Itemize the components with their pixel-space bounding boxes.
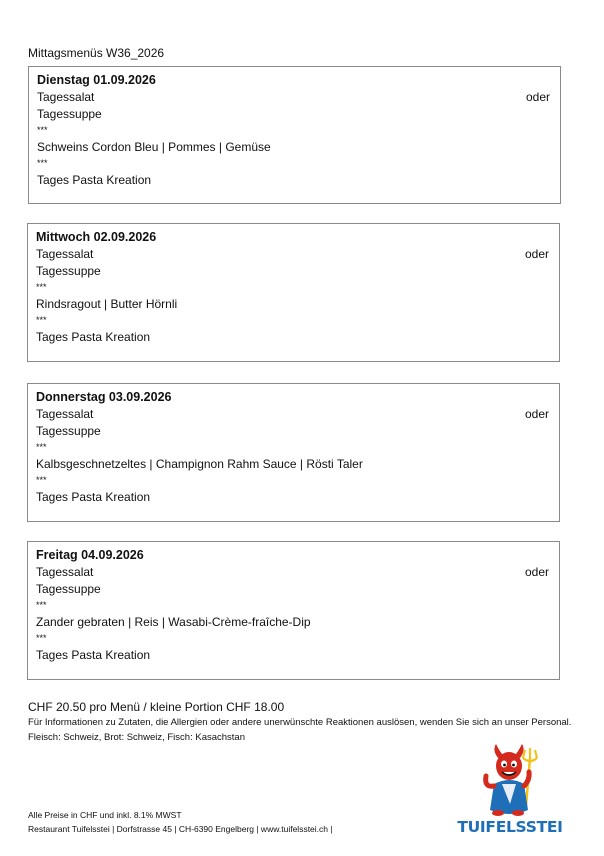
- pasta-dish: Tages Pasta Kreation: [36, 329, 151, 344]
- logo-text: TUIFELSSTEI: [457, 818, 563, 836]
- salad-label: Tagessalat: [36, 407, 94, 421]
- day-card-thursday: [27, 383, 560, 522]
- separator: ***: [37, 125, 48, 135]
- pasta-dish: Tages Pasta Kreation: [36, 647, 151, 662]
- separator: ***: [36, 633, 47, 643]
- salad-row: [36, 406, 549, 423]
- day-title: Dienstag 01.09.2026: [37, 73, 156, 87]
- soup-label: Tagessuppe: [37, 106, 102, 121]
- devil-mascot-icon: [478, 744, 542, 818]
- separator: ***: [36, 282, 47, 292]
- main-dish: Schweins Cordon Bleu | Pommes | Gemüse: [37, 139, 271, 154]
- separator: ***: [36, 600, 47, 610]
- day-card-wednesday: [27, 223, 560, 362]
- oder-label: oder: [524, 247, 549, 261]
- separator: ***: [36, 475, 47, 485]
- footer: [28, 808, 333, 836]
- separator: ***: [37, 158, 48, 168]
- main-dish: Rindsragout | Butter Hörnli: [36, 296, 178, 311]
- main-dish: Zander gebraten | Reis | Wasabi-Crème-fraîche-Dip: [36, 614, 311, 629]
- day-title: Freitag 04.09.2026: [36, 548, 144, 562]
- salad-row: [37, 89, 550, 106]
- salad-row: [36, 564, 549, 581]
- day-card-tuesday: [28, 66, 561, 204]
- separator: ***: [36, 315, 47, 325]
- day-title: Donnerstag 03.09.2026: [36, 390, 172, 404]
- oder-label: oder: [525, 90, 550, 104]
- day-card-friday: [27, 541, 560, 680]
- pasta-dish: Tages Pasta Kreation: [36, 489, 151, 504]
- restaurant-logo: [452, 744, 568, 840]
- page-title: Mittagsmenüs W36_2026: [28, 46, 165, 60]
- footer-address: Restaurant Tuifelsstei | Dorfstrasse 45 | CH-6390 Engelberg | www.tuifelsstei.ch |: [28, 824, 333, 834]
- oder-label: oder: [524, 407, 549, 421]
- soup-label: Tagessuppe: [36, 423, 101, 438]
- main-dish: Kalbsgeschnetzeltes | Champignon Rahm Sauce | Rösti Taler: [36, 456, 363, 471]
- day-title: Mittwoch 02.09.2026: [36, 230, 157, 244]
- separator: ***: [36, 442, 47, 452]
- salad-label: Tagessalat: [36, 565, 94, 579]
- allergy-info: Für Informationen zu Zutaten, die Allergien oder andere unerwünschte Reaktionen auslösen, wenden Sie sich an unser Personal. Fleisch: Schweiz, Brot: Schweiz, Fisch: Kasachstan: [28, 717, 572, 743]
- soup-label: Tagessuppe: [36, 263, 101, 278]
- salad-label: Tagessalat: [36, 247, 94, 261]
- salad-label: Tagessalat: [37, 90, 95, 104]
- price-line: CHF 20.50 pro Menü / kleine Portion CHF 18.00: [28, 700, 285, 714]
- salad-row: [36, 246, 549, 263]
- footer-vat-note: Alle Preise in CHF und inkl. 8.1% MWST: [28, 810, 182, 820]
- pasta-dish: Tages Pasta Kreation: [37, 172, 152, 187]
- soup-label: Tagessuppe: [36, 581, 101, 596]
- oder-label: oder: [524, 565, 549, 579]
